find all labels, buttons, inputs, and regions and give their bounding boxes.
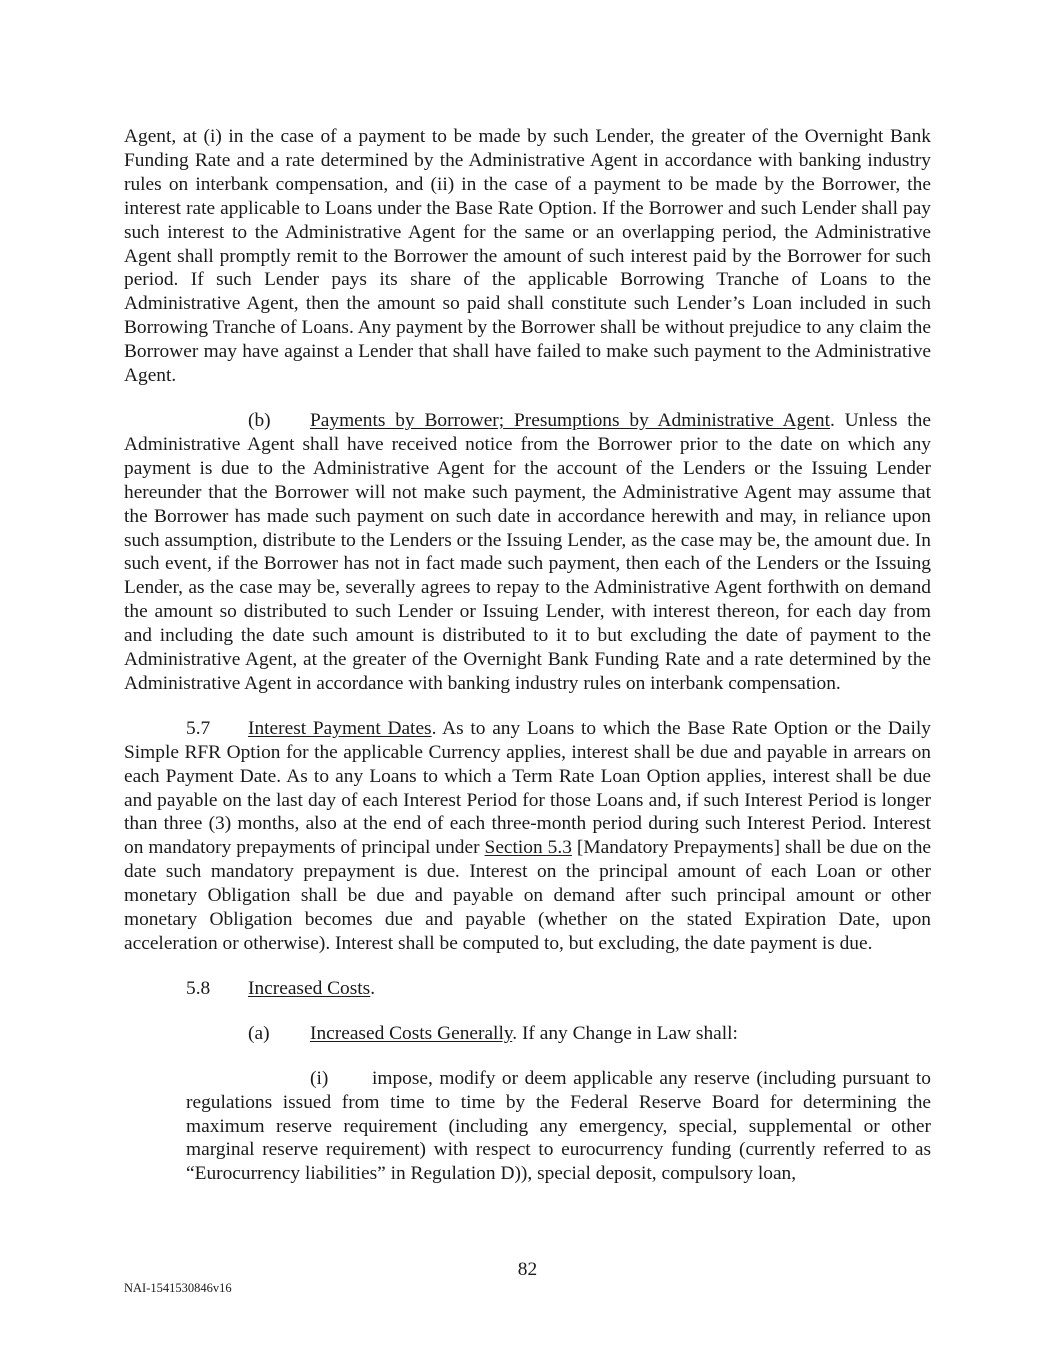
document-page (124, 125, 931, 1186)
section-number-5-8: 5.8 (186, 977, 211, 999)
subsection-label-b: (b) (248, 409, 271, 431)
paragraph-text: Agent, at (i) in the case of a payment to be made by such Lender, the greater of the Overnight Bank Funding Rate and a rate determined by the Administrative Agent in accordance with banking industry rules on interbank compensation, and (ii) in the case of a payment to be made by the Borrower, the interest rate applicable to Loans under the Base Rate Option. If the Borrower and such Lender shall pay such interest to the Administrative Agent for the same or an overlapping period, the Administrative Agent shall promptly remit to the Borrower the amount of such interest paid by the Borrower for such period. If such Lender pays its share of the applicable Borrowing Tranche of Loans to the Administrative Agent, then the amount so paid shall constitute such Lender’s Loan included in such Borrowing Tranche of Loans. Any payment by the Borrower shall be without prejudice to any claim the Borrower may have against a Lender that shall have failed to make such payment to the Administrative Agent. (124, 126, 931, 387)
subsection-body-a: . If any Change in Law shall: (512, 1022, 738, 1044)
paragraph-continuation (124, 125, 931, 388)
page-number: 82 (517, 1259, 538, 1280)
clause-body-i: impose, modify or deem applicable any reserve (including pursuant to regulations issued from time to time by the Federal Reserve Board for determining the maximum reserve requirement (including any emergency, special, supplemental or other marginal reserve requirement) with respect to eurocurrency funding (currently referred to as “Eurocurrency liabilities” in Regulation D)), special deposit, compulsory loan, (186, 1067, 931, 1185)
clause-i-block (186, 1067, 931, 1187)
section-5-7 (124, 717, 931, 956)
section-heading-5-8-period: . (370, 977, 376, 999)
section-number-5-7: 5.7 (186, 717, 211, 739)
section-heading-5-8: Increased Costs (248, 977, 371, 999)
subsection-heading-b: Payments by Borrower; Presumptions by Administrative Agent (310, 409, 830, 431)
section-body-5-7-part2: [Mandatory Prepayments] shall be due on the date such mandatory prepayment is due. Interest on the principal amount of each Loan or other monetary Obligation shall be due and payable on demand after such principal amount or other monetary Obligation becomes due and payable (whether on the stated Expiration Date, upon acceleration or otherwise). Interest shall be computed to, but excluding, the date payment is due. (124, 837, 931, 954)
document-id: NAI-1541530846v16 (124, 1281, 232, 1295)
section-5-8 (124, 977, 931, 1001)
section-reference-5-3: Section 5.3 (484, 837, 572, 859)
subsection-label-a: (a) (248, 1022, 270, 1044)
paragraph-a (124, 1022, 931, 1046)
clause-i (186, 1067, 931, 1187)
subsection-body-b: . Unless the Administrative Agent shall have received notice from the Borrower prior to the date on which any payment is due to the Administrative Agent for the account of the Lenders or the Issuing Lender hereunder that the Borrower will not make such payment, the Administrative Agent may assume that the Borrower has made such payment on such date in accordance herewith and may, in reliance upon such assumption, distribute to the Lenders or the Issuing Lender, as the case may be, the amount due. In such event, if the Borrower has not in fact made such payment, then each of the Lenders or the Issuing Lender, as the case may be, severally agrees to repay to the Administrative Agent forthwith on demand the amount so distributed to such Lender or Issuing Lender, with interest thereon, for each day from and including the date such amount is distributed to it to but excluding the date of payment to the Administrative Agent, at the greater of the Overnight Bank Funding Rate and a rate determined by the Administrative Agent in accordance with banking industry rules on interbank compensation. (124, 409, 931, 694)
section-body-5-7-part1: . As to any Loans to which the Base Rate Option or the Daily Simple RFR Option for the applicable Currency applies, interest shall be due and payable in arrears on each Payment Date. As to any Loans to which a Term Rate Loan Option applies, interest shall be due and payable on the last day of each Interest Period for those Loans and, if such Interest Period is longer than three (3) months, also at the end of each three-month period during such Interest Period. Interest on mandatory prepayments of principal under (124, 717, 931, 859)
clause-label-i: (i) (310, 1067, 329, 1089)
section-heading-5-7: Interest Payment Dates (248, 717, 432, 739)
subsection-heading-a: Increased Costs Generally (310, 1022, 513, 1044)
paragraph-b (124, 409, 931, 696)
